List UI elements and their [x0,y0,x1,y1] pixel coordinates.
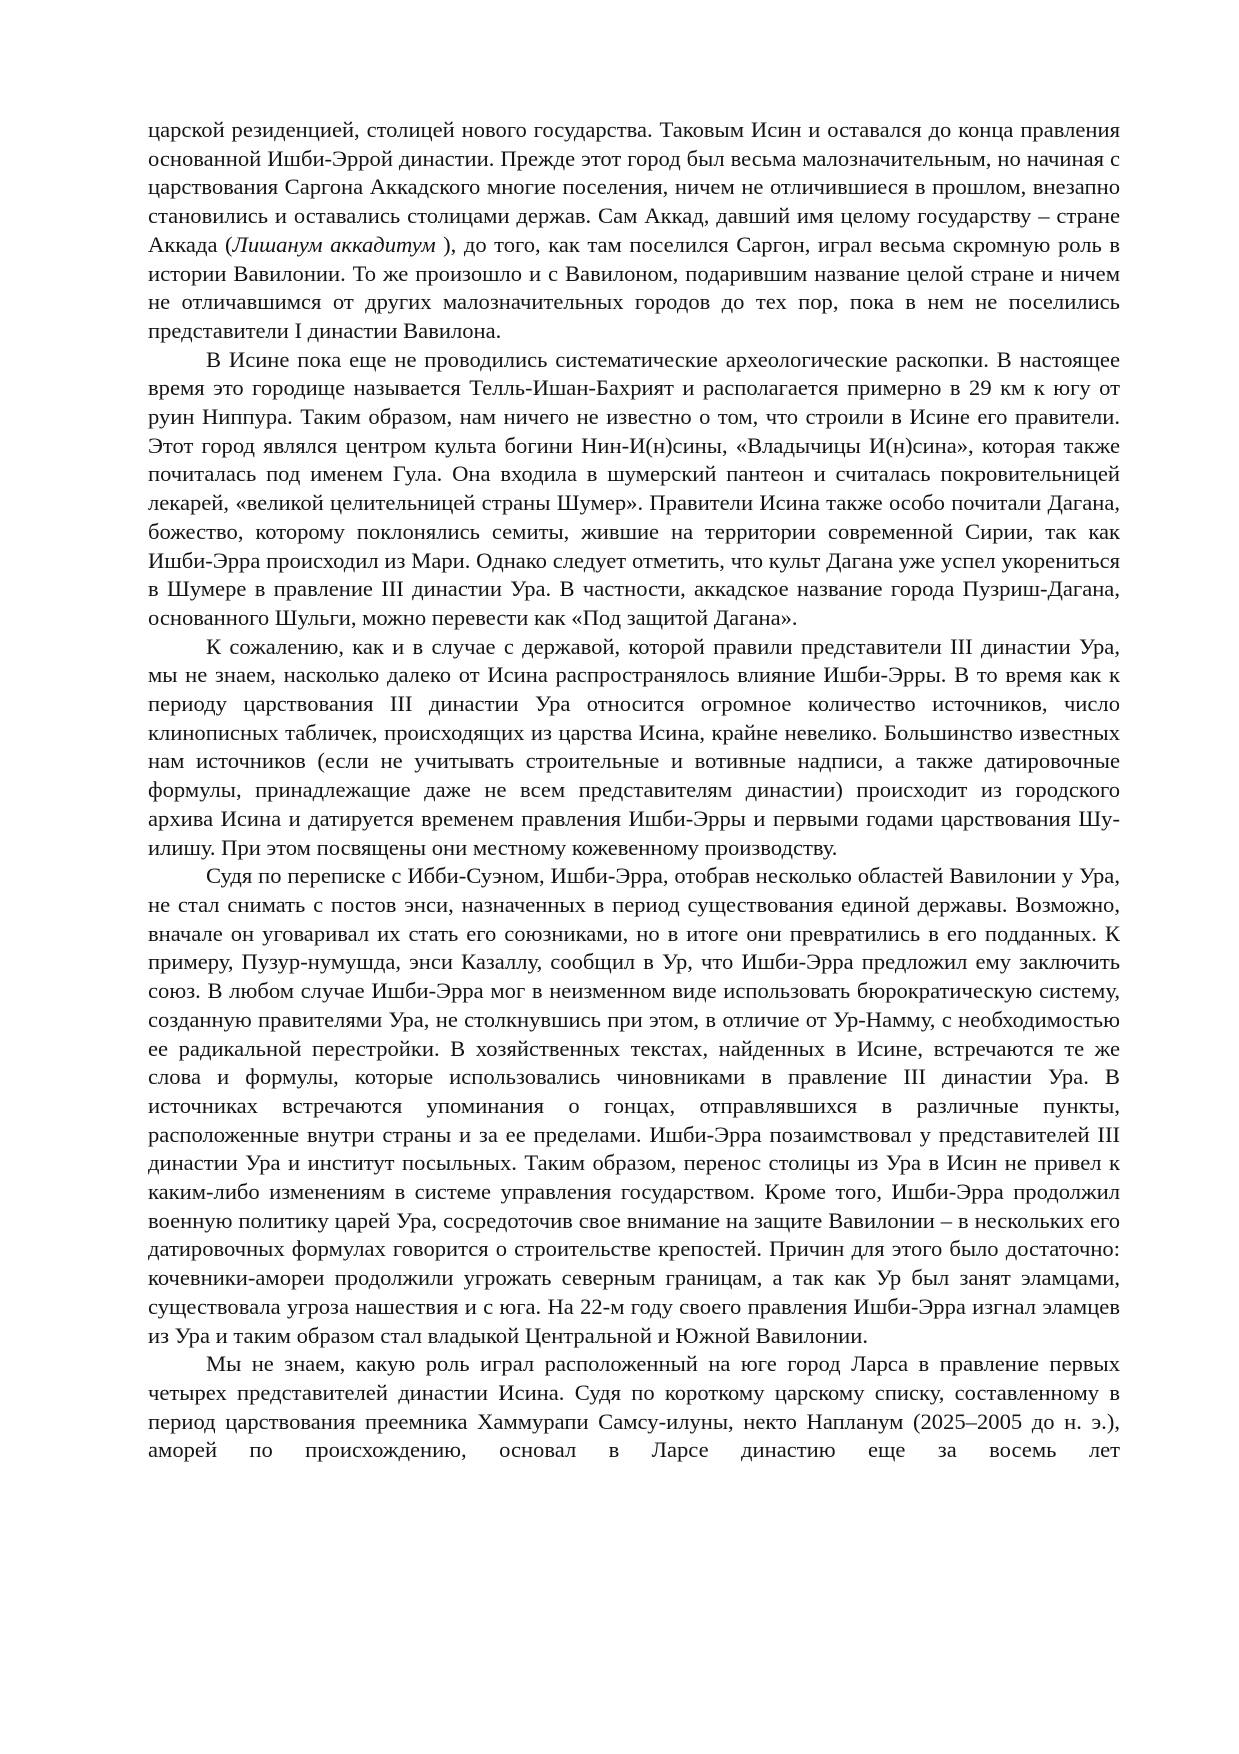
paragraph-1-text-b: ), до того, как там поселился Саргон, играл весьма скромную роль в истории Вавилонии. То же произошло и с Вавилоном, подарившим название целой стране и ничем не отличавшимся от других малозначительных городов до тех пор, пока в нем не поселились представители I династии Вавилона. [148,231,1120,343]
paragraph-1-text-a: царской резиденцией, столицей нового государства. Таковым Исин и оставался до конца правления основанной Ишби-Эррой династии. Прежде этот город был весьма малозначительным, но начиная с царствования Саргона Аккадского многие поселения, ничем не отличившиеся в прошлом, внезапно становились и оставались столицами держав. Сам Аккад, давший имя целому государству – стране Аккада ( [148,117,1120,257]
paragraph-4-text: Судя по переписке с Ибби-Суэном, Ишби-Эрра, отобрав несколько областей Вавилонии у Ура, не стал снимать с постов энси, назначенных в период существования единой державы. Возможно, вначале он уговаривал их стать его союзниками, но в итоге они превратились в его подданных. К примеру, Пузур-нумушда, энси Казаллу, сообщил в Ур, что Ишби-Эрра предложил ему заключить союз. В любом случае Ишби-Эрра мог в неизменном виде использовать бюрократическую систему, созданную правителями Ура, не столкнувшись при этом, в отличие от Ур-Намму, с необходимостью ее радикальной перестройки. В хозяйственных текстах, найденных в Исине, встречаются те же слова и формулы, которые использовались чиновниками в правление III династии Ура. В источниках встречаются упоминания о гонцах, отправлявшихся в различные пункты, расположенные внутри страны и за ее пределами. Ишби-Эрра позаимствовал у представителей III династии Ура и институт посыльных. Таким образом, перенос столицы из Ура в Исин не привел к каким-либо изменениям в системе управления государством. Кроме того, Ишби-Эрра продолжил военную политику царей Ура, сосредоточив свое внимание на защите Вавилонии – в нескольких его датировочных формулах говорится о строительстве крепостей. Причин для этого было достаточно: кочевники-амореи продолжили угрожать северным границам, а так как Ур был занят эламцами, существовала угроза нашествия и с юга. На 22-м году своего правления Ишби-Эрра изгнал эламцев из Ура и таким образом стал владыкой Центральной и Южной Вавилонии. [148,863,1120,1348]
paragraph-1 [148,116,1120,346]
paragraph-3 [148,633,1120,863]
paragraph-5 [148,1350,1120,1465]
paragraph-2 [148,346,1120,633]
document-page [148,116,1120,1465]
paragraph-4 [148,862,1120,1350]
paragraph-1-italic-term: Лишанум аккадитум [232,231,436,257]
paragraph-3-text: К сожалению, как и в случае с державой, которой правили представители III династии Ура, мы не знаем, насколько далеко от Исина распространялось влияние Ишби-Эрры. В то время как к периоду царствования III династии Ура относится огромное количество источников, число клинописных табличек, происходящих из царства Исина, крайне невелико. Большинство известных нам источников (если не учитывать строительные и вотивные надписи, а также датировочные формулы, принадлежащие даже не всем представителям династии) происходит из городского архива Исина и датируется временем правления Ишби-Эрры и первыми годами царствования Шу-илишу. При этом посвящены они местному кожевенному производству. [148,633,1120,860]
paragraph-5-text: Мы не знаем, какую роль играл расположенный на юге город Ларса в правление первых четырех представителей династии Исина. Судя по короткому царскому списку, составленному в период царствования преемника Хаммурапи Самсу-илуны, некто Напланум (2025–2005 до н. э.), аморей по происхождению, основал в Ларсе династию еще за восемь лет [148,1351,1120,1463]
paragraph-2-text: В Исине пока еще не проводились систематические археологические раскопки. В настоящее время это городище называется Телль-Ишан-Бахрият и располагается примерно в 29 км к югу от руин Ниппура. Таким образом, нам ничего не известно о том, что строили в Исине его правители. Этот город являлся центром культа богини Нин-И(н)сины, «Владычицы И(н)сина», которая также почиталась под именем Гула. Она входила в шумерский пантеон и считалась покровительницей лекарей, «великой целительницей страны Шумер». Правители Исина также особо почитали Дагана, божество, которому поклонялись семиты, жившие на территории современной Сирии, так как Ишби-Эрра происходил из Мари. Однако следует отметить, что культ Дагана уже успел укорениться в Шумере в правление III династии Ура. В частности, аккадское название города Пузриш-Дагана, основанного Шульги, можно перевести как «Под защитой Дагана». [148,346,1120,630]
